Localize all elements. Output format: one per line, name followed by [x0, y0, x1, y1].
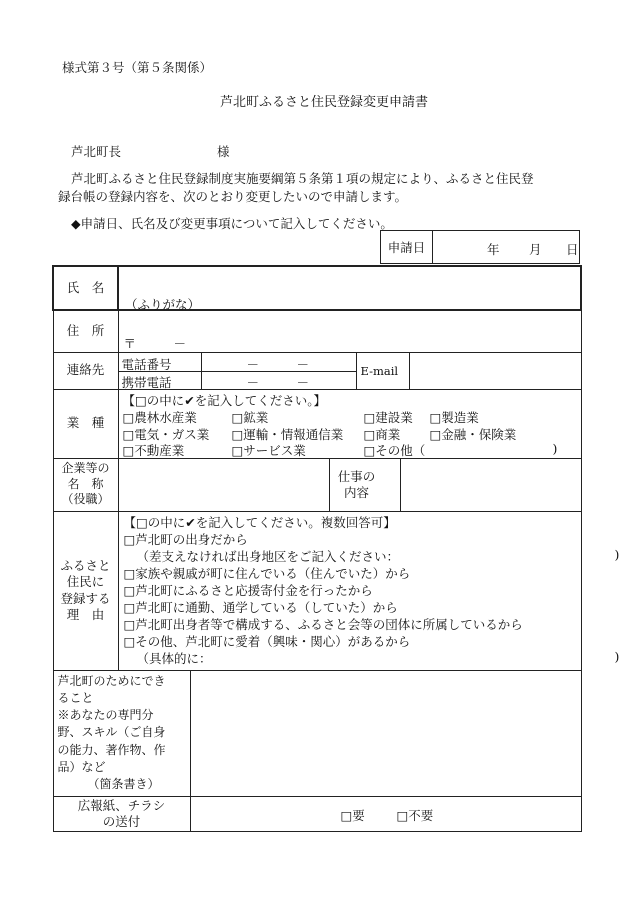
industry-option[interactable]: □製造業 — [429, 409, 479, 425]
publicity-not-need-checkbox[interactable]: □不要 — [396, 807, 434, 823]
industry-option[interactable]: □金融・保険業 — [429, 426, 517, 442]
publicity-cell — [190, 796, 581, 831]
name-label: 氏 名 — [53, 266, 118, 310]
reason-option[interactable]: □芦北町の出身だから — [123, 531, 248, 547]
instruction: ◆申請日、氏名及び変更事項について記入してください。 — [71, 216, 393, 231]
company-label: 企業等の 名 称 （役職） — [53, 458, 118, 511]
reason-label: ふるさと 住民に 登録する 理 由 — [53, 511, 118, 670]
reason-option[interactable]: □芦北町に通勤、通学している（していた）から — [123, 599, 398, 615]
publicity-label: 広報紙、チラシ の送付 — [53, 796, 190, 831]
contact-label: 連絡先 — [53, 352, 118, 389]
main-form-table — [52, 265, 620, 832]
page-title: 芦北町ふるさと住民登録変更申請書 — [220, 95, 429, 110]
job-label-2: 内容 — [343, 484, 369, 500]
furigana-label: （ふりがな） — [125, 297, 201, 312]
industry-option[interactable]: □電気・ガス業 — [122, 426, 210, 442]
reason-specific-note[interactable]: （具体的に： — [136, 650, 212, 666]
month-label: 月 — [529, 242, 542, 257]
reason-option[interactable]: □家族や親戚が町に住んでいる（住んでいた）から — [123, 565, 411, 581]
phone-label: 電話番号 — [121, 356, 172, 372]
contribution-label: 芦北町のためにでき ること ※あなたの専門分 野、スキル（ご自身 の能力、著作物、作 品）など （箇条書き） — [53, 670, 190, 796]
industry-option[interactable]: □運輸・情報通信業 — [231, 426, 344, 442]
company-field[interactable] — [118, 458, 400, 511]
email-label: E-mail — [360, 363, 399, 378]
intro-line-2: 録台帳の登録内容を、次のとおり変更したいので申請します。 — [58, 189, 408, 204]
reason-close-paren: ) — [614, 648, 620, 664]
industry-instruction: 【□の中に✔を記入してください。】 — [122, 392, 327, 408]
publicity-need-checkbox[interactable]: □要 — [340, 807, 365, 823]
date-field[interactable] — [433, 231, 580, 264]
postal-mark: 〒 － — [123, 336, 187, 352]
mobile-label: 携帯電話 — [121, 374, 172, 390]
name-field[interactable] — [118, 266, 581, 310]
phone-field[interactable]: － － — [246, 356, 310, 372]
reason-option[interactable]: □その他、芦北町に愛着（興味・関心）があるから — [123, 633, 411, 649]
mobile-field[interactable]: － － — [246, 374, 310, 390]
reason-option[interactable]: □芦北町出身者等で構成する、ふるさと会等の団体に所属しているから — [123, 616, 523, 632]
reason-cell — [118, 511, 620, 670]
date-table — [380, 230, 580, 264]
address-field[interactable] — [118, 310, 581, 352]
industry-option[interactable]: □鉱業 — [231, 409, 269, 425]
day-label: 日 — [566, 242, 579, 257]
industry-cell — [118, 389, 581, 458]
date-label: 申請日 — [381, 231, 433, 264]
reason-instruction: 【□の中に✔を記入してください。複数回答可】 — [123, 514, 396, 530]
job-label-1: 仕事の — [337, 468, 376, 484]
job-field[interactable] — [400, 458, 581, 511]
form-number: 様式第３号（第５条関係） — [62, 60, 213, 75]
industry-option-other[interactable]: □その他（ — [363, 442, 426, 458]
industry-option[interactable]: □サービス業 — [231, 442, 306, 458]
contact-cell — [118, 352, 581, 389]
honorific: 様 — [217, 144, 230, 159]
addressee: 芦北町長 — [71, 144, 122, 159]
contribution-field[interactable] — [190, 670, 581, 796]
reason-option[interactable]: □芦北町にふるさと応援寄付金を行ったから — [123, 582, 373, 598]
industry-option[interactable]: □建設業 — [363, 409, 413, 425]
email-field[interactable] — [413, 357, 585, 385]
industry-close-paren: ) — [552, 440, 558, 456]
reason-close-paren: ) — [614, 546, 620, 562]
industry-option[interactable]: □商業 — [363, 426, 401, 442]
year-label: 年 — [487, 242, 500, 257]
intro-line-1: 芦北町ふるさと住民登録制度実施要綱第５条第１項の規定により、ふるさと住民登 — [71, 171, 534, 186]
reason-hometown-note[interactable]: （差支えなければ出身地区をご記入ください： — [136, 548, 400, 564]
industry-label: 業 種 — [53, 389, 118, 458]
address-label: 住 所 — [53, 310, 118, 352]
industry-option[interactable]: □農林水産業 — [122, 409, 197, 425]
industry-option[interactable]: □不動産業 — [122, 442, 185, 458]
